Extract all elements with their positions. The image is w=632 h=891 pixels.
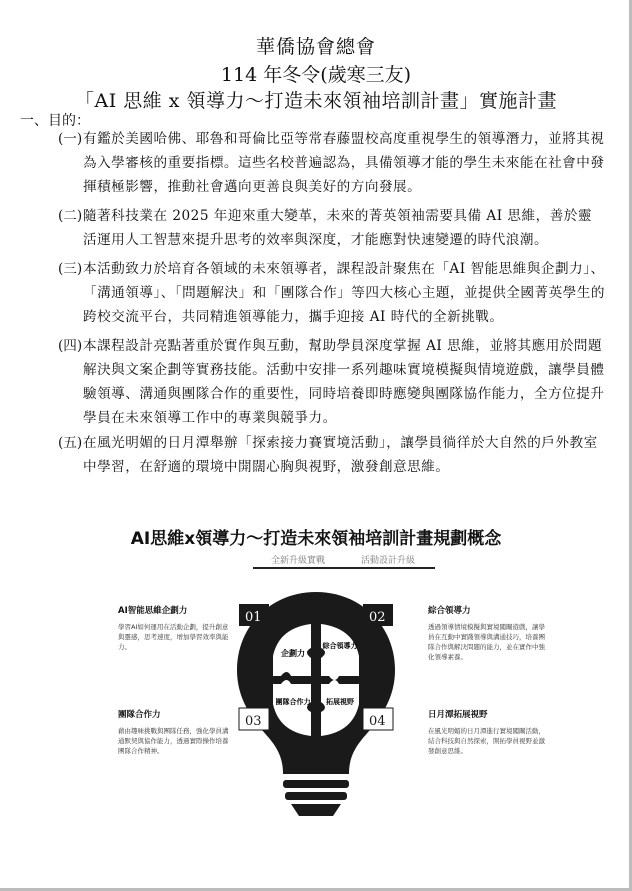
item-number: (五) [58, 435, 83, 451]
item-number: (三) [58, 261, 83, 277]
block-text: 在風光明媚的日月潭進行實境闖關活動，結合科技與自然探索，開拓學員視野並激發創意思維。 [428, 727, 545, 755]
item-text: 本課程設計亮點著重於實作與互動，幫助學員深度掌握 AI 思維，並將其應用於問題解決與文案企劃等實務技能。活動中安排一系列趣味實境模擬與情境遊戲，讓學員體驗領導、溝通與團隊合作的重要性，同時培養即時應變與團隊協作能力，全方位提升學員在未來領導工作中的專業與競爭力。 [83, 338, 605, 426]
lightbulb-graphic [233, 590, 399, 820]
block-heading: 綜合領導力 [428, 606, 471, 616]
purpose-item-2 [60, 204, 605, 252]
concept-block-03 [118, 708, 230, 756]
purpose-item-1 [60, 127, 605, 199]
item-text: 有鑑於美國哈佛、耶魯和哥倫比亞等常春藤盟校高度重視學生的領導潛力，並將其視為入學審核的重要指標。這些名校普遍認為，具備領導才能的學生未來能在社會中發揮積極影響，推動社會邁向更善良與美好的方向發展。 [83, 131, 605, 195]
purpose-item-4 [60, 334, 605, 430]
subtitle-right: 活動設計升級 [360, 556, 415, 566]
number-03: 03 [245, 714, 262, 729]
bulb-base-ring-1 [283, 780, 349, 788]
item-text: 本活動致力於培育各領域的未來領導者，課程設計聚焦在「AI 智能思維與企劃力」、「溝通領導」、「問題解決」和「團隊合作」等四大核心主題，並提供全國菁英學生的跨校交流平台，共同精進領導能力，攜手迎接 AI 時代的全新挑戰。 [83, 261, 605, 325]
concept-block-02 [428, 604, 546, 662]
block-heading: 團隊合作力 [118, 710, 161, 720]
item-number: (四) [58, 338, 83, 354]
concept-block-01 [118, 604, 230, 652]
purpose-item-3 [60, 257, 605, 329]
concept-block-04 [428, 708, 546, 756]
block-text: 透過領導情境模擬與實境闖關遊戲，讓學員在互動中實踐領導與溝通技巧，培養團隊合作與解決問題的能力，並在實作中強化領導素養。 [428, 623, 545, 661]
org-title: 華僑協會總會 [255, 36, 376, 58]
puzzle-label-bl: 團隊合作力 [275, 698, 311, 706]
term-title: 114 年冬令(歲寒三友) [220, 64, 412, 86]
block-text: 藉由趣味挑戰與團隊任務，強化學員溝通默契與協作能力，透過實際操作培養團隊合作精神。 [118, 727, 229, 755]
puzzle-label-tr: 綜合領導力 [322, 642, 358, 650]
number-02: 02 [369, 610, 386, 625]
block-text: 學習AI如何運用在活動企劃，提升創意與靈感，思考速度，增加學習效率與能力。 [118, 623, 229, 651]
block-heading: AI智能思維企劃力 [118, 606, 188, 616]
section-heading: 一、目的： [20, 113, 90, 129]
item-text: 在風光明媚的日月潭舉辦「探索接力賽實境活動」，讓學員徜徉於大自然的戶外教室中學習，在舒適的環境中開闊心胸與視野，激發創意思維。 [83, 435, 598, 475]
item-text: 隨著科技業在 2025 年迎來重大變革，未來的菁英領袖需要具備 AI 思維，善於靈活運用人工智慧來提升思考的效率與深度，才能應對快速變遷的時代浪潮。 [83, 208, 592, 248]
bulb-tip [291, 804, 341, 816]
puzzle-label-br: 拓展視野 [326, 698, 354, 706]
item-number: (一) [58, 131, 83, 147]
subtitle-rule [253, 567, 435, 569]
number-04: 04 [369, 714, 386, 729]
concept-subtitle [253, 552, 433, 567]
bulb-base-ring-2 [285, 792, 347, 800]
item-number: (二) [58, 208, 83, 224]
plan-title: 「AI 思維 x 領導力～打造未來領袖培訓計畫」實施計畫 [74, 90, 558, 112]
number-01: 01 [245, 610, 262, 625]
subtitle-left: 全新升級實戰 [270, 556, 325, 566]
concept-title: AI思維x領導力～打造未來領袖培訓計畫規劃概念 [130, 529, 502, 549]
puzzle-label-tl: 企劃力 [281, 649, 305, 658]
purpose-item-5 [60, 431, 605, 479]
block-heading: 日月潭拓展視野 [428, 710, 488, 720]
